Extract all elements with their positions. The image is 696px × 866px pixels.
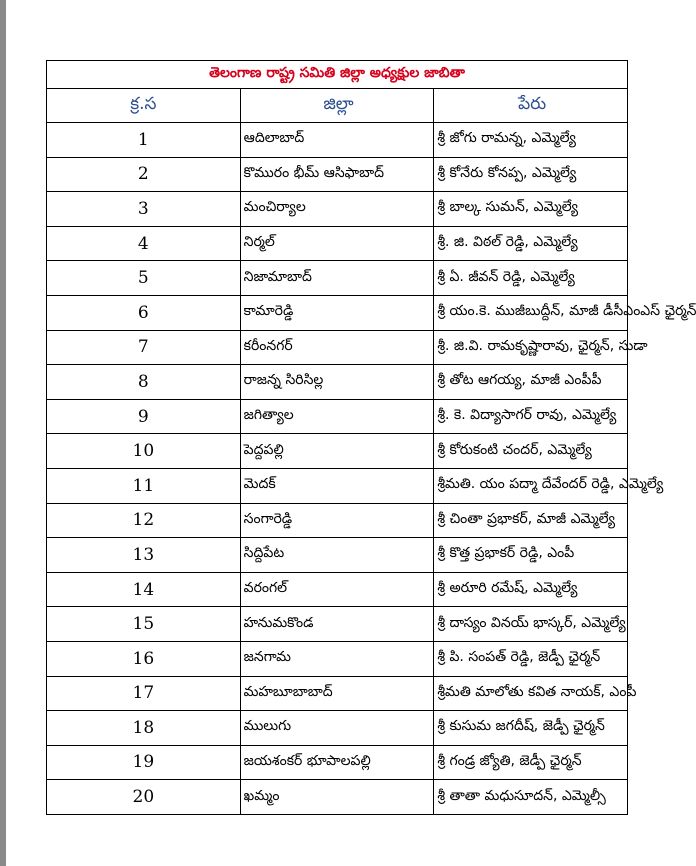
row-serial: 19 — [47, 745, 241, 780]
table-row — [47, 330, 628, 365]
row-district: ఖమ్మం — [240, 780, 434, 815]
row-serial: 9 — [47, 399, 241, 434]
row-district: జగిత్యాల — [240, 399, 434, 434]
table-row — [47, 434, 628, 469]
row-name: శ్రీ ఏ. జీవన్ రెడ్డి, ఎమ్మెల్యే — [434, 261, 628, 296]
row-name: శ్రీ కొత్త ప్రభాకర్ రెడ్డి, ఎంపీ — [434, 538, 628, 573]
table-row — [47, 123, 628, 158]
row-name: శ్రీమతి మాలోతు కవిత నాయక్, ఎంపీ — [434, 676, 628, 711]
table-row — [47, 192, 628, 227]
row-name: శ్రీ కుసుమ జగదీష్, జెడ్పీ ఛైర్మన్ — [434, 711, 628, 746]
table-row — [47, 780, 628, 815]
row-serial: 7 — [47, 330, 241, 365]
row-name: శ్రీ అరూరి రమేష్, ఎమ్మెల్యే — [434, 572, 628, 607]
table-row — [47, 261, 628, 296]
row-name: శ్రీ చింతా ప్రభాకర్, మాజీ ఎమ్మెల్యే — [434, 503, 628, 538]
row-district: జయశంకర్ భూపాలపల్లి — [240, 745, 434, 780]
row-district: హనుమకొండ — [240, 607, 434, 642]
row-district: మెదక్ — [240, 468, 434, 503]
row-serial: 10 — [47, 434, 241, 469]
table-row — [47, 365, 628, 400]
document-page — [6, 0, 696, 866]
row-serial: 11 — [47, 468, 241, 503]
row-district: కొమురం భీమ్ ఆసిఫాబాద్ — [240, 157, 434, 192]
row-serial: 8 — [47, 365, 241, 400]
row-serial: 13 — [47, 538, 241, 573]
row-serial: 2 — [47, 157, 241, 192]
row-district: సంగారెడ్డి — [240, 503, 434, 538]
row-serial: 6 — [47, 295, 241, 330]
table-row — [47, 399, 628, 434]
row-district: నిర్మల్ — [240, 226, 434, 261]
header-district: జిల్లా — [240, 89, 434, 123]
row-serial: 3 — [47, 192, 241, 227]
table-row — [47, 538, 628, 573]
row-district: జనగామ — [240, 641, 434, 676]
row-serial: 18 — [47, 711, 241, 746]
row-name: శ్రీ గండ్ర జ్యోతి, జెడ్పీ ఛైర్మన్ — [434, 745, 628, 780]
row-district: ఆదిలాబాద్ — [240, 123, 434, 158]
table-row — [47, 676, 628, 711]
row-name: శ్రీ తాతా మధుసూదన్, ఎమ్మెల్సీ — [434, 780, 628, 815]
table-row — [47, 641, 628, 676]
row-district: సిద్దిపేట — [240, 538, 434, 573]
row-name: శ్రీమతి. యం పద్మా దేవేందర్ రెడ్డి, ఎమ్మెల్యే — [434, 468, 628, 503]
row-district: వరంగల్ — [240, 572, 434, 607]
district-presidents-table — [46, 60, 696, 815]
table-title: తెలంగాణ రాష్ట్ర సమితి జిల్లా అధ్యక్షుల జాబితా — [47, 61, 628, 89]
row-name: శ్రీ యం.కె. ముజీబుద్దీన్, మాజీ డీసీఎంఎస్ ఛైర్మన్ — [434, 295, 628, 330]
row-serial: 5 — [47, 261, 241, 296]
row-name: శ్రీ. కె. విద్యాసాగర్ రావు, ఎమ్మెల్యే — [434, 399, 628, 434]
row-serial: 20 — [47, 780, 241, 815]
row-serial: 15 — [47, 607, 241, 642]
row-district: పెద్దపల్లి — [240, 434, 434, 469]
row-district: రాజన్న సిరిసిల్ల — [240, 365, 434, 400]
table-row — [47, 607, 628, 642]
row-name: శ్రీ దాస్యం వినయ్ భాస్కర్, ఎమ్మెల్యే — [434, 607, 628, 642]
table-row — [47, 157, 628, 192]
table-row — [47, 745, 628, 780]
row-district: కామారెడ్డి — [240, 295, 434, 330]
row-name: శ్రీ బాల్క సుమన్, ఎమ్మెల్యే — [434, 192, 628, 227]
row-name: శ్రీ పి. సంపత్ రెడ్డి, జెడ్పీ ఛైర్మన్ — [434, 641, 628, 676]
table-row — [47, 711, 628, 746]
row-serial: 17 — [47, 676, 241, 711]
table-row — [47, 468, 628, 503]
row-name: శ్రీ తోట ఆగయ్య, మాజీ ఎంపీపీ — [434, 365, 628, 400]
header-name: పేరు — [434, 89, 628, 123]
row-serial: 16 — [47, 641, 241, 676]
row-name: శ్రీ జోగు రామన్న, ఎమ్మెల్యే — [434, 123, 628, 158]
row-serial: 12 — [47, 503, 241, 538]
table-title-row — [47, 61, 628, 89]
row-district: మహబూబాబాద్ — [240, 676, 434, 711]
row-name: శ్రీ కోరుకంటి చందర్, ఎమ్మెల్యే — [434, 434, 628, 469]
row-name: శ్రీ. జి.వి. రామకృష్ణారావు, ఛైర్మన్, సుడా — [434, 330, 628, 365]
table-row — [47, 572, 628, 607]
row-district: నిజామాబాద్ — [240, 261, 434, 296]
header-serial: క్ర.స — [47, 89, 241, 123]
row-serial: 14 — [47, 572, 241, 607]
row-name: శ్రీ కోనేరు కోనప్ప, ఎమ్మెల్యే — [434, 157, 628, 192]
row-district: కరీంనగర్ — [240, 330, 434, 365]
table-row — [47, 226, 628, 261]
row-district: ములుగు — [240, 711, 434, 746]
row-district: మంచిర్యాల — [240, 192, 434, 227]
row-serial: 1 — [47, 123, 241, 158]
table-header-row — [47, 89, 628, 123]
table-row — [47, 295, 628, 330]
row-name: శ్రీ. జి. విఠల్ రెడ్డి, ఎమ్మెల్యే — [434, 226, 628, 261]
row-serial: 4 — [47, 226, 241, 261]
table-row — [47, 503, 628, 538]
